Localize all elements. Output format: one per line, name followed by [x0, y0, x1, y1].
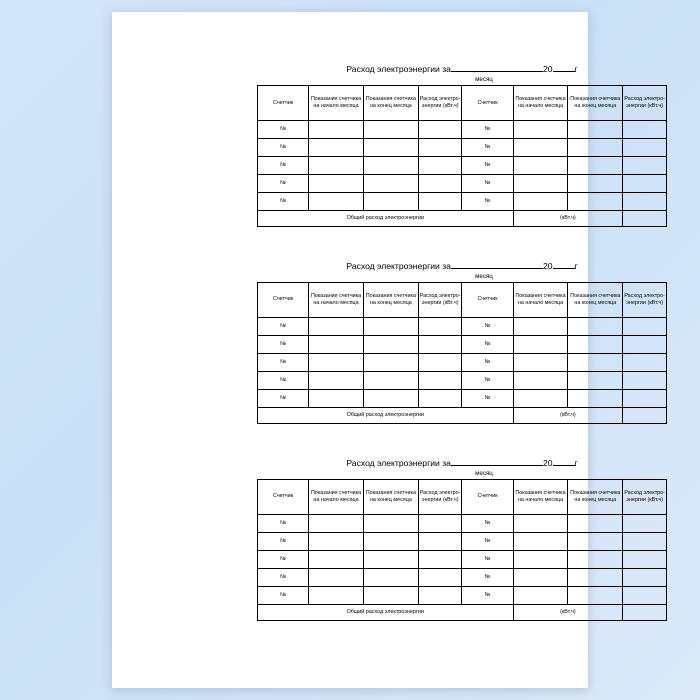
table-row — [258, 514, 667, 532]
cell-end-left[interactable] — [363, 156, 418, 174]
total-unit: (кВт.ч) — [513, 210, 623, 226]
cell-start-left[interactable] — [309, 174, 364, 192]
header-counter-left: Счетчик — [258, 85, 309, 120]
header-start-left: Показания счетчика на начало месяца — [309, 479, 364, 514]
table-row — [258, 568, 667, 586]
header-usage-left: Расход электро-энергии (кВт.ч) — [418, 479, 462, 514]
cell-usage-right[interactable] — [623, 353, 667, 371]
header-start-right: Показания счетчика на начало месяца — [513, 85, 568, 120]
row-label-right[interactable]: № — [462, 550, 513, 568]
table-row — [258, 550, 667, 568]
cell-start-left[interactable] — [309, 335, 364, 353]
table-row — [258, 156, 667, 174]
row-label-left[interactable]: № — [258, 335, 309, 353]
header-counter-right: Счетчик — [462, 282, 513, 317]
cell-end-left[interactable] — [363, 192, 418, 210]
form-title-year-suffix: г — [574, 457, 578, 468]
cell-start-right[interactable] — [513, 568, 568, 586]
cell-start-right[interactable] — [513, 174, 568, 192]
row-label-left[interactable]: № — [258, 138, 309, 156]
cell-start-right[interactable] — [513, 532, 568, 550]
energy-form-block — [257, 261, 667, 424]
month-caption: месяц — [475, 469, 493, 477]
form-title-year: 20 — [542, 260, 553, 271]
cell-start-right[interactable] — [513, 156, 568, 174]
cell-end-right[interactable] — [568, 568, 623, 586]
cell-usage-left[interactable] — [418, 174, 462, 192]
cell-start-left[interactable] — [309, 192, 364, 210]
row-label-right[interactable]: № — [462, 120, 513, 138]
cell-start-right[interactable] — [513, 138, 568, 156]
header-start-left: Показания счетчика на начало месяца — [309, 282, 364, 317]
table-row — [258, 371, 667, 389]
cell-usage-right[interactable] — [623, 514, 667, 532]
cell-start-left[interactable] — [309, 353, 364, 371]
cell-end-right[interactable] — [568, 156, 623, 174]
title-blank-line — [451, 458, 543, 466]
table-header-row — [258, 282, 667, 317]
total-label: Общий расход электроэнергии — [258, 407, 514, 423]
title-year-blank — [553, 458, 575, 466]
header-start-right: Показания счетчика на начало месяца — [513, 282, 568, 317]
cell-usage-right[interactable] — [623, 568, 667, 586]
row-label-left[interactable]: № — [258, 317, 309, 335]
header-counter-left: Счетчик — [258, 282, 309, 317]
cell-end-right[interactable] — [568, 532, 623, 550]
cell-usage-right[interactable] — [623, 120, 667, 138]
row-label-right[interactable]: № — [462, 532, 513, 550]
row-label-left[interactable]: № — [258, 532, 309, 550]
cell-usage-left[interactable] — [418, 532, 462, 550]
form-title-lead: Расход электроэнергии за — [346, 260, 451, 271]
cell-start-left[interactable] — [309, 568, 364, 586]
total-unit: (кВт.ч) — [513, 407, 623, 423]
cell-end-right[interactable] — [568, 192, 623, 210]
row-label-right[interactable]: № — [462, 192, 513, 210]
cell-usage-right[interactable] — [623, 335, 667, 353]
cell-usage-left[interactable] — [418, 586, 462, 604]
cell-usage-right[interactable] — [623, 317, 667, 335]
form-title — [257, 261, 667, 272]
cell-end-right[interactable] — [568, 335, 623, 353]
table-row — [258, 174, 667, 192]
cell-usage-left[interactable] — [418, 335, 462, 353]
cell-start-right[interactable] — [513, 317, 568, 335]
total-label: Общий расход электроэнергии — [258, 604, 514, 620]
row-label-left[interactable]: № — [258, 371, 309, 389]
table-row — [258, 192, 667, 210]
cell-start-left[interactable] — [309, 138, 364, 156]
header-usage-right: Расход электро-энергии (кВт.ч) — [623, 85, 667, 120]
cell-usage-right[interactable] — [623, 138, 667, 156]
cell-start-left[interactable] — [309, 550, 364, 568]
cell-end-right[interactable] — [568, 138, 623, 156]
form-title-lead: Расход электроэнергии за — [346, 457, 451, 468]
header-usage-right: Расход электро-энергии (кВт.ч) — [623, 282, 667, 317]
cell-usage-left[interactable] — [418, 120, 462, 138]
header-start-left: Показания счетчика на начало месяца — [309, 85, 364, 120]
cell-end-left[interactable] — [363, 514, 418, 532]
cell-end-left[interactable] — [363, 138, 418, 156]
cell-start-left[interactable] — [309, 317, 364, 335]
cell-usage-right[interactable] — [623, 192, 667, 210]
energy-table — [257, 479, 667, 621]
table-row — [258, 353, 667, 371]
cell-start-right[interactable] — [513, 550, 568, 568]
energy-table — [257, 85, 667, 227]
row-label-right[interactable]: № — [462, 317, 513, 335]
cell-usage-right[interactable] — [623, 586, 667, 604]
cell-end-right[interactable] — [568, 371, 623, 389]
header-start-right: Показания счетчика на начало месяца — [513, 479, 568, 514]
cell-end-right[interactable] — [568, 120, 623, 138]
header-end-right: Показания счетчика на конец месяца — [568, 85, 623, 120]
row-label-left[interactable]: № — [258, 568, 309, 586]
form-title — [257, 458, 667, 469]
row-label-right[interactable]: № — [462, 138, 513, 156]
cell-end-right[interactable] — [568, 353, 623, 371]
cell-end-right[interactable] — [568, 550, 623, 568]
header-end-left: Показания счетчика на конец месяца — [363, 85, 418, 120]
table-header-row — [258, 479, 667, 514]
cell-end-right[interactable] — [568, 317, 623, 335]
cell-usage-left[interactable] — [418, 389, 462, 407]
cell-usage-left[interactable] — [418, 138, 462, 156]
row-label-right[interactable]: № — [462, 568, 513, 586]
cell-usage-right[interactable] — [623, 550, 667, 568]
row-label-left[interactable]: № — [258, 156, 309, 174]
row-label-left[interactable]: № — [258, 120, 309, 138]
cell-usage-left[interactable] — [418, 550, 462, 568]
cell-start-right[interactable] — [513, 120, 568, 138]
form-title-year-suffix: г — [574, 260, 578, 271]
header-counter-left: Счетчик — [258, 479, 309, 514]
row-label-left[interactable]: № — [258, 586, 309, 604]
row-label-right[interactable]: № — [462, 514, 513, 532]
cell-end-left[interactable] — [363, 174, 418, 192]
cell-usage-left[interactable] — [418, 353, 462, 371]
cell-usage-right[interactable] — [623, 156, 667, 174]
cell-usage-left[interactable] — [418, 514, 462, 532]
total-value-cell[interactable] — [623, 210, 667, 226]
cell-end-right[interactable] — [568, 586, 623, 604]
cell-end-right[interactable] — [568, 174, 623, 192]
form-title-year: 20 — [542, 457, 553, 468]
table-row — [258, 389, 667, 407]
row-label-right[interactable]: № — [462, 174, 513, 192]
cell-start-right[interactable] — [513, 192, 568, 210]
table-row — [258, 317, 667, 335]
cell-start-right[interactable] — [513, 514, 568, 532]
cell-end-left[interactable] — [363, 335, 418, 353]
energy-form-block — [257, 458, 667, 621]
row-label-left[interactable]: № — [258, 514, 309, 532]
cell-usage-right[interactable] — [623, 532, 667, 550]
cell-usage-left[interactable] — [418, 156, 462, 174]
total-row — [258, 407, 667, 423]
form-title-lead: Расход электроэнергии за — [346, 64, 451, 74]
title-year-blank — [553, 261, 575, 269]
row-label-right[interactable]: № — [462, 156, 513, 174]
cell-end-left[interactable] — [363, 532, 418, 550]
cell-start-left[interactable] — [309, 120, 364, 138]
header-end-right: Показания счетчика на конец месяца — [568, 479, 623, 514]
cell-start-right[interactable] — [513, 389, 568, 407]
header-end-right: Показания счетчика на конец месяца — [568, 282, 623, 317]
total-label: Общий расход электроэнергии — [258, 210, 514, 226]
cell-start-right[interactable] — [513, 371, 568, 389]
cell-end-right[interactable] — [568, 389, 623, 407]
cell-start-right[interactable] — [513, 335, 568, 353]
cell-end-left[interactable] — [363, 371, 418, 389]
cell-start-left[interactable] — [309, 532, 364, 550]
header-counter-right: Счетчик — [462, 479, 513, 514]
header-usage-left: Расход электро-энергии (кВт.ч) — [418, 282, 462, 317]
title-year-blank — [553, 64, 575, 72]
month-caption: месяц — [475, 272, 493, 280]
title-blank-line — [451, 64, 543, 72]
document-sheet — [112, 12, 665, 688]
total-unit: (кВт.ч) — [513, 604, 623, 620]
row-label-right[interactable]: № — [462, 586, 513, 604]
row-label-left[interactable]: № — [258, 353, 309, 371]
cell-end-left[interactable] — [363, 550, 418, 568]
cell-start-left[interactable] — [309, 156, 364, 174]
cell-usage-right[interactable] — [623, 371, 667, 389]
row-label-left[interactable]: № — [258, 192, 309, 210]
cell-start-left[interactable] — [309, 514, 364, 532]
table-row — [258, 532, 667, 550]
total-value-cell[interactable] — [623, 604, 667, 620]
cell-start-right[interactable] — [513, 586, 568, 604]
cell-end-left[interactable] — [363, 568, 418, 586]
cell-end-right[interactable] — [568, 514, 623, 532]
row-label-right[interactable]: № — [462, 389, 513, 407]
table-row — [258, 586, 667, 604]
row-label-left[interactable]: № — [258, 550, 309, 568]
cell-usage-right[interactable] — [623, 174, 667, 192]
cell-start-left[interactable] — [309, 586, 364, 604]
row-label-right[interactable]: № — [462, 371, 513, 389]
month-caption: месяц — [475, 75, 493, 83]
table-row — [258, 335, 667, 353]
cell-end-left[interactable] — [363, 353, 418, 371]
form-title — [257, 64, 667, 75]
row-label-left[interactable]: № — [258, 174, 309, 192]
cell-start-right[interactable] — [513, 353, 568, 371]
row-label-right[interactable]: № — [462, 335, 513, 353]
header-usage-left: Расход электро-энергии (кВт.ч) — [418, 85, 462, 120]
cell-start-left[interactable] — [309, 371, 364, 389]
title-blank-line — [451, 261, 543, 269]
row-label-right[interactable]: № — [462, 353, 513, 371]
header-counter-right: Счетчик — [462, 85, 513, 120]
cell-end-left[interactable] — [363, 317, 418, 335]
forms-container — [257, 64, 667, 655]
table-row — [258, 138, 667, 156]
cell-end-left[interactable] — [363, 389, 418, 407]
cell-usage-left[interactable] — [418, 568, 462, 586]
row-label-left[interactable]: № — [258, 389, 309, 407]
energy-form-block — [257, 64, 667, 227]
header-usage-right: Расход электро-энергии (кВт.ч) — [623, 479, 667, 514]
total-value-cell[interactable] — [623, 407, 667, 423]
form-title-year-suffix: г — [574, 64, 578, 74]
cell-end-left[interactable] — [363, 120, 418, 138]
header-end-left: Показания счетчика на конец месяца — [363, 282, 418, 317]
cell-usage-left[interactable] — [418, 192, 462, 210]
cell-usage-right[interactable] — [623, 389, 667, 407]
energy-table — [257, 282, 667, 424]
header-end-left: Показания счетчика на конец месяца — [363, 479, 418, 514]
cell-end-left[interactable] — [363, 586, 418, 604]
cell-usage-left[interactable] — [418, 371, 462, 389]
cell-usage-left[interactable] — [418, 317, 462, 335]
table-header-row — [258, 85, 667, 120]
table-row — [258, 120, 667, 138]
total-row — [258, 604, 667, 620]
total-row — [258, 210, 667, 226]
form-title-year: 20 — [542, 64, 553, 74]
cell-start-left[interactable] — [309, 389, 364, 407]
